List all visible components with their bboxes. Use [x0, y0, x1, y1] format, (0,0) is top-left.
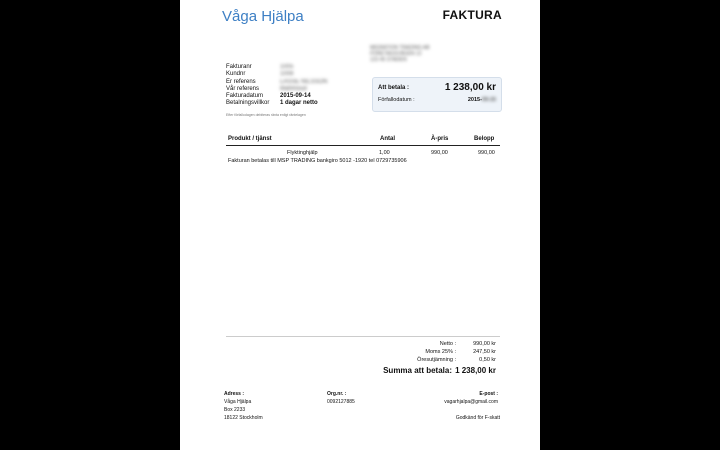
company-logo: Våga Hjälpa: [222, 8, 304, 25]
col-header-unit-price: À-pris: [431, 136, 449, 142]
col-header-product: Produkt / tjänst: [228, 136, 272, 142]
invoice-page: [180, 0, 540, 450]
amount-due-value: 1 238,00 kr: [444, 82, 496, 93]
your-reference: LASSE NILSSON: [280, 78, 328, 85]
interest-note: Efter förfallodagen debiteras ränta enligt räntelagen: [226, 113, 306, 117]
address-line: Box 2233: [224, 407, 246, 413]
meta-label: Fakturanr: [226, 64, 252, 70]
document-title: FAKTURA: [442, 8, 502, 22]
row-product: Flyktinghjälp: [287, 150, 318, 156]
row-quantity: 1,00: [379, 150, 390, 156]
row-amount: 990,00: [478, 150, 495, 156]
due-date-day: 09-15: [481, 97, 496, 103]
meta-label: Er referens: [226, 78, 256, 85]
vat-label: Moms 25% :: [425, 349, 456, 355]
customer-number: 1008: [280, 71, 294, 78]
grand-total-label: Summa att betala:: [383, 366, 452, 375]
recipient-line: 123 45 STADEN: [370, 57, 407, 63]
address-line: Våga Hjälpa: [224, 399, 252, 405]
email-label: E-post :: [479, 391, 498, 397]
meta-label: Betalningsvillkor: [226, 100, 270, 107]
orgnr-value: 0092127885: [327, 399, 355, 405]
recipient-address: [370, 45, 430, 63]
email-value: vagarhjalpa@gmail.com: [444, 399, 498, 405]
row-unit-price: 990,00: [431, 150, 448, 156]
invoice-meta: [226, 64, 327, 108]
recipient-line: MIGRATION TRADING AB: [370, 45, 430, 51]
due-date-label: Förfallodatum :: [378, 97, 415, 103]
payment-box: [372, 77, 502, 112]
table-divider: [226, 145, 500, 146]
netto-value: 990,00 kr: [473, 341, 496, 347]
invoice-date: 2015-09-14: [280, 93, 311, 100]
meta-label: Fakturadatum: [226, 93, 264, 100]
recipient-line: FÖRETAGSVÄGEN 12: [370, 51, 422, 57]
meta-label: Kundnr: [226, 71, 246, 78]
grand-total-value: 1 238,00 kr: [455, 366, 496, 375]
payment-terms: 1 dagar netto: [280, 100, 318, 107]
totals-divider: [226, 336, 500, 337]
meta-label: Vår referens: [226, 85, 260, 92]
due-date-value: [468, 97, 496, 103]
orgnr-label: Org.nr. :: [327, 391, 347, 397]
payment-info: Fakturan betalas till MSP TRADING bankgiro 5012 -1920 tel 0729735906: [228, 158, 407, 164]
rounding-label: Öresutjämning :: [417, 357, 456, 363]
address-line: 18122 Stockholm: [224, 415, 263, 421]
col-header-amount: Belopp: [474, 136, 495, 142]
vat-value: 247,50 kr: [473, 349, 496, 355]
col-header-quantity: Antal: [380, 136, 395, 142]
rounding-value: 0,50 kr: [479, 357, 496, 363]
netto-label: Netto :: [439, 341, 456, 347]
amount-due-label: Att betala :: [378, 85, 410, 91]
address-label: Adress :: [224, 391, 245, 397]
invoice-number: 1005: [280, 64, 294, 70]
fskatt-note: Godkänd för F-skatt: [455, 415, 500, 421]
our-reference: Mahmoud: [280, 85, 307, 92]
due-date-year: 2015-: [467, 97, 482, 103]
